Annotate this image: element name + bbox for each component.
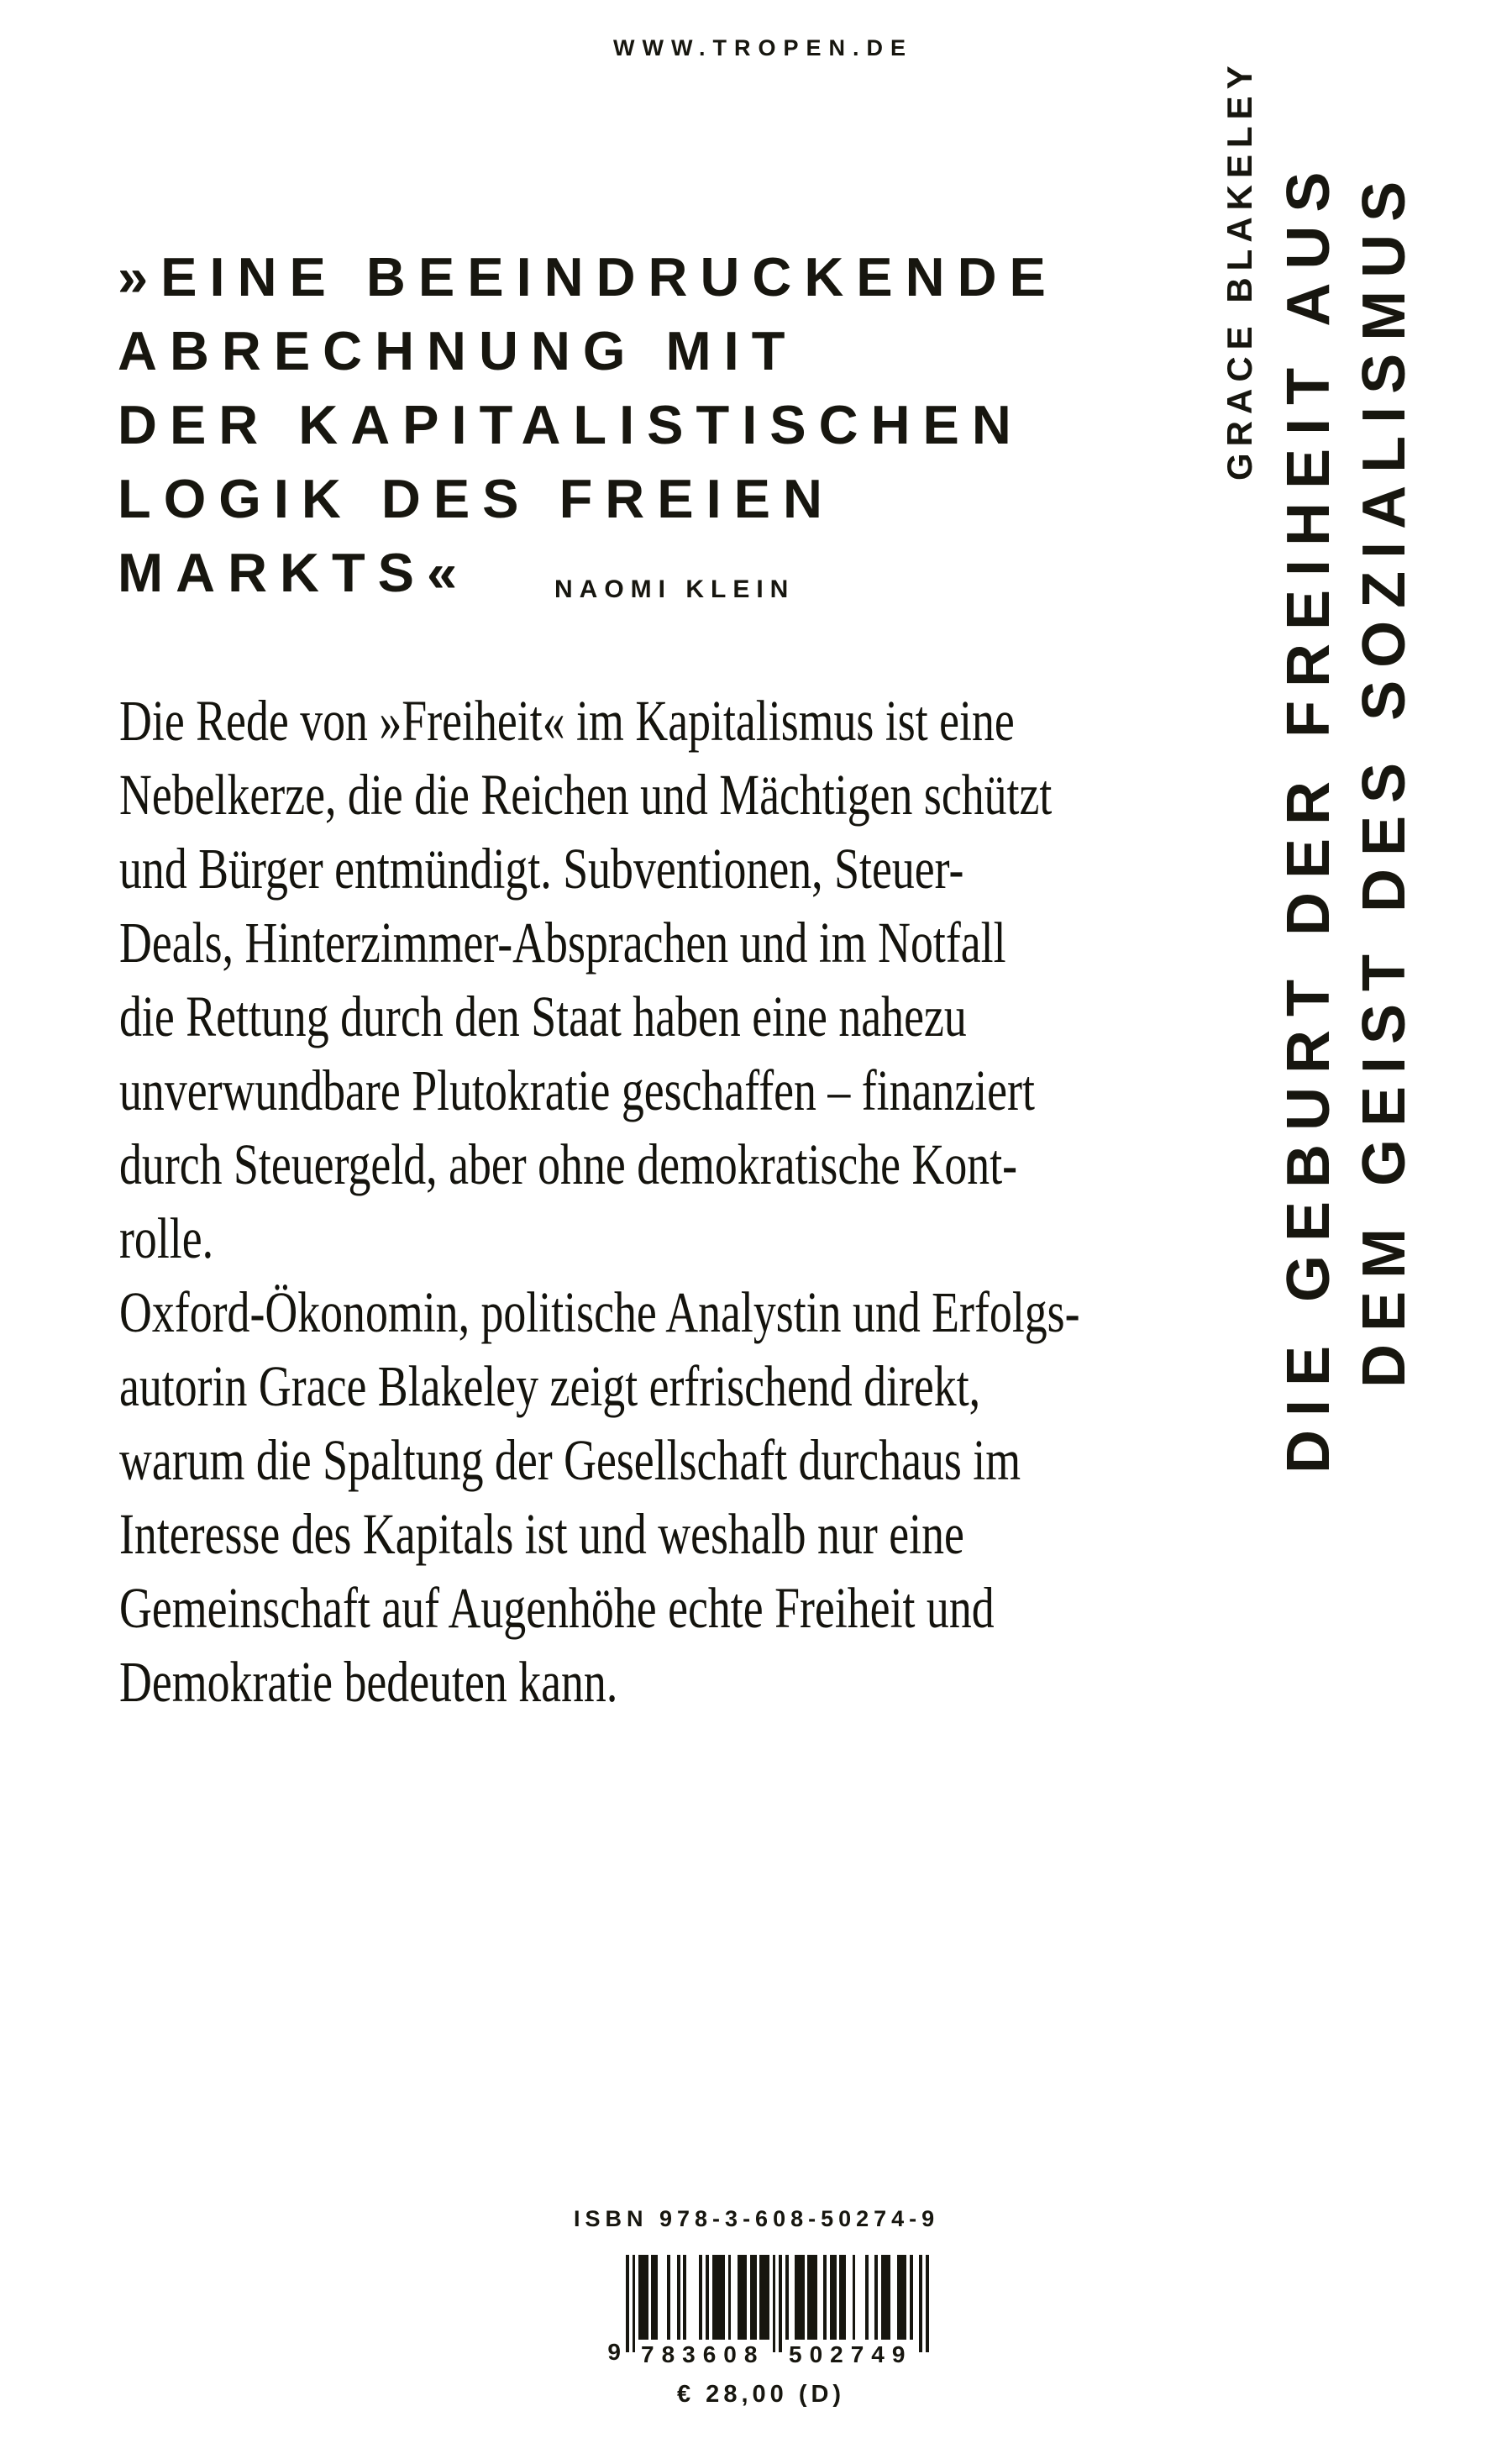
barcode-digits-right: 502749 <box>789 2341 913 2367</box>
blurb-line: warum die Spaltung der Gesellschaft durchaus im <box>119 1428 1021 1492</box>
quote-line: »EINE BEEINDRUCKENDE <box>118 246 1058 307</box>
quote-line: MARKTS« <box>118 542 470 603</box>
book-title-vertical-line2: DEM GEIST DES SOZIALISMUS <box>1351 168 1418 1388</box>
quote-line: LOGIK DES FREIEN <box>118 468 835 529</box>
blurb-line: und Bürger entmündigt. Subventionen, Steuer- <box>119 837 964 901</box>
barcode-lead-digit: 9 <box>607 2339 621 2365</box>
barcode-bar <box>926 2255 929 2352</box>
price-text: € 28,00 (D) <box>677 2381 846 2408</box>
blurb-line: Gemeinschaft auf Augenhöhe echte Freiheit und <box>119 1576 995 1640</box>
blurb-line: rolle. <box>119 1206 214 1270</box>
blurb-line: die Rettung durch den Staat haben eine nahezu <box>119 985 967 1048</box>
publisher-url: WWW.TROPEN.DE <box>613 35 913 60</box>
barcode-digits-left: 783608 <box>641 2341 765 2367</box>
ean13-barcode <box>607 2255 938 2367</box>
quote-line: DER KAPITALISTISCHEN <box>118 394 1024 455</box>
blurb-line: Deals, Hinterzimmer-Absprachen und im Notfall <box>119 911 1006 975</box>
book-title-vertical-line1: DIE GEBURT DER FREIHEIT AUS <box>1275 158 1342 1474</box>
blurb-line: Die Rede von »Freiheit« im Kapitalismus ist eine <box>119 689 1015 753</box>
review-quote <box>118 240 1058 610</box>
blurb-line: Oxford-Ökonomin, politische Analystin und Erfolgs- <box>119 1280 1080 1344</box>
quote-line: ABRECHNUNG MIT <box>118 320 798 381</box>
quote-attribution: NAOMI KLEIN <box>554 575 795 603</box>
blurb-line: Nebelkerze, die die Reichen und Mächtigen schützt <box>119 763 1053 827</box>
blurb-text <box>119 684 1080 1719</box>
blurb-line: Demokratie bedeuten kann. <box>119 1650 618 1714</box>
blurb-line: durch Steuergeld, aber ohne demokratische Kont- <box>119 1132 1018 1196</box>
blurb-line: unverwundbare Plutokratie geschaffen – finanziert <box>119 1059 1035 1122</box>
blurb-line: autorin Grace Blakeley zeigt erfrischend direkt, <box>119 1354 981 1418</box>
author-name-vertical: GRACE BLAKELEY <box>1220 59 1259 481</box>
isbn-text: ISBN 978-3-608-50274-9 <box>574 2206 940 2231</box>
blurb-line: Interesse des Kapitals ist und weshalb nur eine <box>119 1502 964 1566</box>
